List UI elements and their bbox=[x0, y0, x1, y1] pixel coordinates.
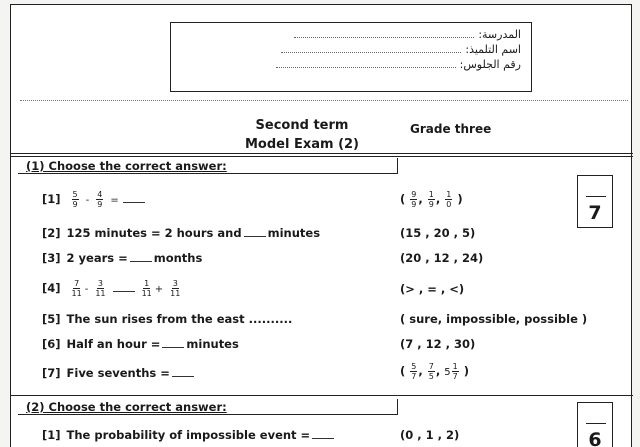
answer-blank[interactable] bbox=[123, 195, 145, 203]
question-1-7: [7] Five sevenths = bbox=[42, 366, 196, 380]
score-divider bbox=[586, 196, 606, 197]
question-1-2: [2] 125 minutes = 2 hours and minutes bbox=[42, 226, 321, 240]
answers-1-1: ( $\frac{9}{9}$ , $\frac{1}{9}$ , $\frac{1}{0}$ ) bbox=[400, 190, 463, 209]
answers-1-7: ( $\frac{5}{7}$ , $\frac{7}{5}$ , 5 $\frac{1}{7}$ ) bbox=[400, 362, 469, 381]
seat-number-field[interactable] bbox=[276, 57, 456, 68]
question-1-3: [3] 2 years = months bbox=[42, 251, 203, 265]
exam-title: Second term Model Exam (2) bbox=[244, 118, 359, 152]
section2-title: (2) Choose the correct answer: bbox=[26, 400, 227, 414]
answers-1-3: (20 , 12 , 24) bbox=[400, 251, 484, 265]
question-2-1: [1] The probability of impossible event = bbox=[42, 428, 336, 442]
section1-score-box bbox=[577, 175, 613, 228]
dotted-divider bbox=[20, 100, 628, 101]
answers-1-4: (> , = , <) bbox=[400, 282, 465, 296]
score-divider bbox=[586, 423, 606, 424]
header-rule-inner bbox=[10, 156, 633, 157]
school-label: المدرسة: bbox=[478, 28, 521, 41]
answer-blank[interactable] bbox=[162, 340, 184, 348]
answers-1-6: (7 , 12 , 30) bbox=[400, 337, 476, 351]
answers-2-1: (0 , 1 , 2) bbox=[400, 428, 460, 442]
answer-blank[interactable] bbox=[312, 431, 334, 439]
student-info-box bbox=[170, 22, 532, 92]
question-1-4: [4] $\frac{7}{11}$ - $\frac{3}{11}$ $\frac{1}{11}$ + $\frac{3}{11}$ bbox=[42, 279, 181, 298]
answers-1-5: ( sure, impossible, possible ) bbox=[400, 312, 588, 326]
answers-1-2: (15 , 20 , 5) bbox=[400, 226, 476, 240]
question-1-6: [6] Half an hour = minutes bbox=[42, 337, 239, 351]
section1-score: 7 bbox=[588, 202, 602, 224]
answer-blank[interactable] bbox=[172, 369, 194, 377]
section2-score: 6 bbox=[588, 429, 602, 447]
question-1-5: [5] The sun rises from the east .......... bbox=[42, 312, 293, 326]
seat-number-label: رقم الجلوس: bbox=[459, 58, 521, 71]
student-name-field[interactable] bbox=[281, 42, 461, 53]
fraction: $\frac{4}{9}$ bbox=[97, 190, 103, 209]
header-rule bbox=[10, 153, 633, 154]
answer-blank[interactable] bbox=[130, 254, 152, 262]
question-1-1: [1] $\frac{5}{9}$ - $\frac{4}{9}$ = bbox=[42, 190, 147, 209]
section-rule bbox=[10, 395, 633, 396]
answer-blank[interactable] bbox=[113, 284, 135, 292]
section2-score-box bbox=[577, 402, 613, 447]
answer-blank[interactable] bbox=[244, 229, 266, 237]
fraction: $\frac{5}{9}$ bbox=[72, 190, 78, 209]
section1-title: (1) Choose the correct answer: bbox=[26, 159, 227, 173]
grade-label: Grade three bbox=[410, 122, 492, 136]
school-field[interactable] bbox=[294, 27, 474, 38]
student-name-label: اسم التلميذ: bbox=[465, 43, 521, 56]
